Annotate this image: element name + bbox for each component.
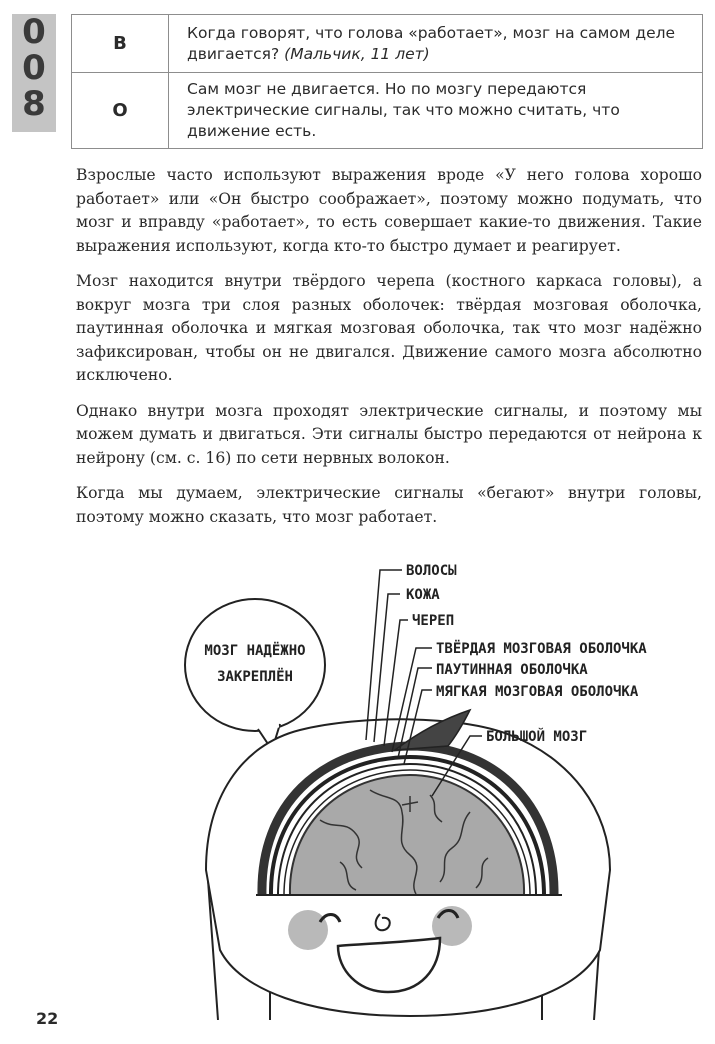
section-digit: 8 xyxy=(22,84,46,124)
label-cerebrum: БОЛЬШОЙ МОЗГ xyxy=(486,729,588,745)
answer-text: Сам мозг не двигается. Но по мозгу передаются электрические сигналы, так что можно считать, что движение есть. xyxy=(169,73,703,149)
label-dura: ТВЁРДАЯ МОЗГОВАЯ ОБОЛОЧКА xyxy=(436,641,647,657)
label-hair: ВОЛОСЫ xyxy=(406,563,457,579)
question-source: (Мальчик, 11 лет) xyxy=(284,44,430,63)
brain-illustration xyxy=(170,550,690,1020)
label-skin: КОЖА xyxy=(406,587,440,603)
question-row xyxy=(72,15,703,73)
label-pia: МЯГКАЯ МОЗГОВАЯ ОБОЛОЧКА xyxy=(436,684,639,700)
answer-tag: О xyxy=(72,73,169,149)
speech-bubble xyxy=(185,599,325,750)
speech-line-2: ЗАКРЕПЛЁН xyxy=(217,669,293,685)
question-cell xyxy=(169,15,703,73)
question-tag: В xyxy=(72,15,169,73)
section-digit: 0 xyxy=(22,48,46,88)
paragraph: Когда мы думаем, электрические сигналы «бегают» внутри головы, поэтому можно сказать, что мозг работает. xyxy=(76,484,702,526)
answer-row xyxy=(72,73,703,149)
article-body xyxy=(76,164,702,541)
label-arachnoid: ПАУТИННАЯ ОБОЛОЧКА xyxy=(436,662,588,678)
left-cheek xyxy=(288,910,328,950)
paragraph: Мозг находится внутри твёрдого черепа (костного каркаса головы), а вокруг мозга три слоя разных оболочек: твёрдая мозговая оболочка, паутинная оболочка и мягкая мозговая оболочка, так что мозг надёжно зафиксирован, чтобы он не двигался. Движение самого мозга абсолютно исключено. xyxy=(76,272,702,384)
qa-table xyxy=(71,14,703,149)
paragraph: Взрослые часто используют выражения вроде «У него голова хорошо работает» или «Он быстро соображает», поэтому можно подумать, что мозг и вправду «работает», то есть совершает какие-то движения. Такие выражения используют, когда кто-то быстро думает и реагирует. xyxy=(76,166,702,255)
speech-line-1: МОЗГ НАДЁЖНО xyxy=(204,643,306,659)
question-text: Когда говорят, что голова «работает», мозг на самом деле двигается? xyxy=(187,23,676,63)
page-number: 22 xyxy=(36,1009,59,1028)
section-digit: 0 xyxy=(22,12,46,52)
paragraph: Однако внутри мозга проходят электрические сигналы, и поэтому мы можем думать и двигаться. Эти сигналы быстро передаются от нейрона к нейрону (см. с. 16) по сети нервных волокон. xyxy=(76,401,702,467)
label-skull: ЧЕРЕП xyxy=(412,613,455,629)
section-number-tab xyxy=(12,14,56,132)
